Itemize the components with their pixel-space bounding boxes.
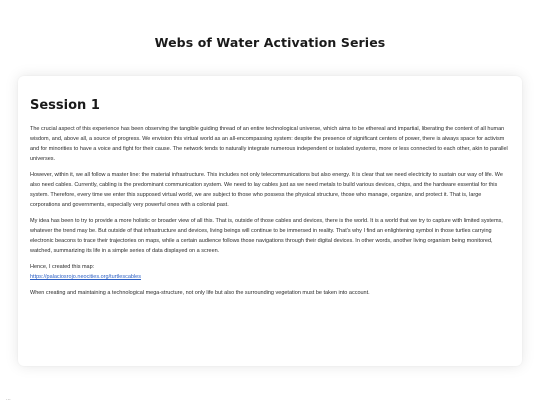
map-link[interactable]: https://palaciosrojo.neocities.org/turtlescables: [30, 274, 141, 280]
closing-paragraph: When creating and maintaining a technological mega-structure, not only life but also the surrounding vegetation must be taken into account.: [30, 290, 370, 296]
session-card: [18, 76, 522, 366]
session-title: Session 1: [30, 98, 100, 113]
session-paragraph-1: The crucial aspect of this experience has been observing the tangible guiding thread of an entire technological universe, which aims to be ethereal and impartial, liberating the content of all human wisdom, and, above all, a source of progress. We envision this virtual world as an all-encompassing system: despite the presence of significant centers of power, there is always space for activism and for minorities to have a voice and fight for their cause. The network tends to naturally integrate numerous independent or isolated systems, more or less connected to each other, akin to parallel universes.: [30, 126, 508, 162]
map-intro-text: Hence, I created this map:: [30, 264, 95, 270]
page-title: Webs of Water Activation Series: [154, 35, 386, 50]
map-link-line: [30, 272, 510, 282]
footer-ellipsis: ...: [6, 396, 11, 402]
session-paragraph-2: However, within it, we all follow a master line: the material infrastructure. This includes not only telecommunications but also energy. It is clear that we need electricity to sustain our way of life. We also need cables. Currently, cabling is the predominant communication system. We need to lay cables just as we need metals to build various devices, chips, and the hardware essential for this system. Therefore, every time we enter this supposed virtual world, we are subject to those who possess the physical structure, those who manage, organize, and protect it. That is, large corporations and governments, especially very powerful ones with a colonial past.: [30, 172, 503, 208]
session-paragraph-3: My idea has been to try to provide a more holistic or broader view of all this. That is, outside of those cables and devices, there is the world. It is a world that we try to capture with limited systems, whatever the trend may be. But outside of that infrastructure and devices, living beings will continue to be immersed in reality. That's why I find an enlightening symbol in those turtles carrying electronic beacons to trace their trajectories on maps, while a certain audience follows those navigations through their digital devices. In other words, another living organism being monitored, watched, summarizing its life in a simple series of data displayed on a screen.: [30, 218, 503, 254]
